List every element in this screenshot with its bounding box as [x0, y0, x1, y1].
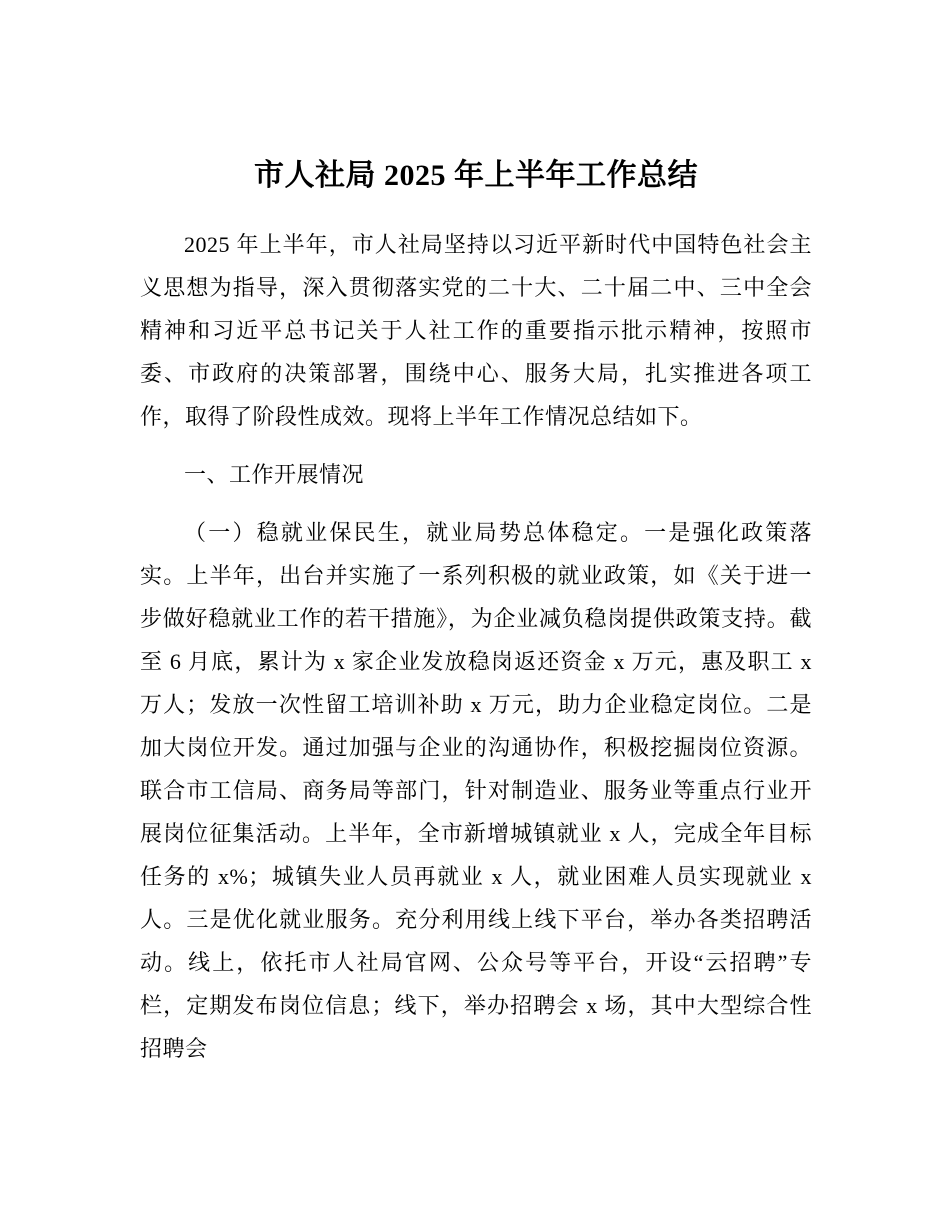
document-title: 市人社局 2025 年上半年工作总结: [254, 159, 698, 192]
body-paragraph-employment-stability: （一）稳就业保民生，就业局势总体稳定。一是强化政策落实。上半年，出台并实施了一系列积极的就业政策，如《关于进一步做好稳就业工作的若干措施》，为企业减负稳岗提供政策支持。截至 6 月底，累计为 x 家企业发放稳岗返还资金 x 万元，惠及职工 x 万人；发放一次性留工培训补助 x 万元，助力企业稳定岗位。二是加大岗位开发。通过加强与企业的沟通协作，积极挖掘岗位资源。联合市工信局、商务局等部门，针对制造业、服务业等重点行业开展岗位征集活动。上半年，全市新增城镇就业 x 人，完成全年目标任务的 x%；城镇失业人员再就业 x 人，就业困难人员实现就业 x 人。三是优化就业服务。充分利用线上线下平台，举办各类招聘活动。线上，依托市人社局官网、公众号等平台，开设“云招聘”专栏，定期发布岗位信息；线下，举办招聘会 x 场，其中大型综合性招聘会: [140, 520, 812, 1061]
intro-paragraph: 2025 年上半年，市人社局坚持以习近平新时代中国特色社会主义思想为指导，深入贯彻落实党的二十大、二十届二中、三中全会精神和习近平总书记关于人社工作的重要指示批示精神，按照市委、市政府的决策部署，围绕中心、服务大局，扎实推进各项工作，取得了阶段性成效。现将上半年工作情况总结如下。: [140, 232, 812, 429]
section-heading-work-progress: 一、工作开展情况: [184, 462, 365, 487]
